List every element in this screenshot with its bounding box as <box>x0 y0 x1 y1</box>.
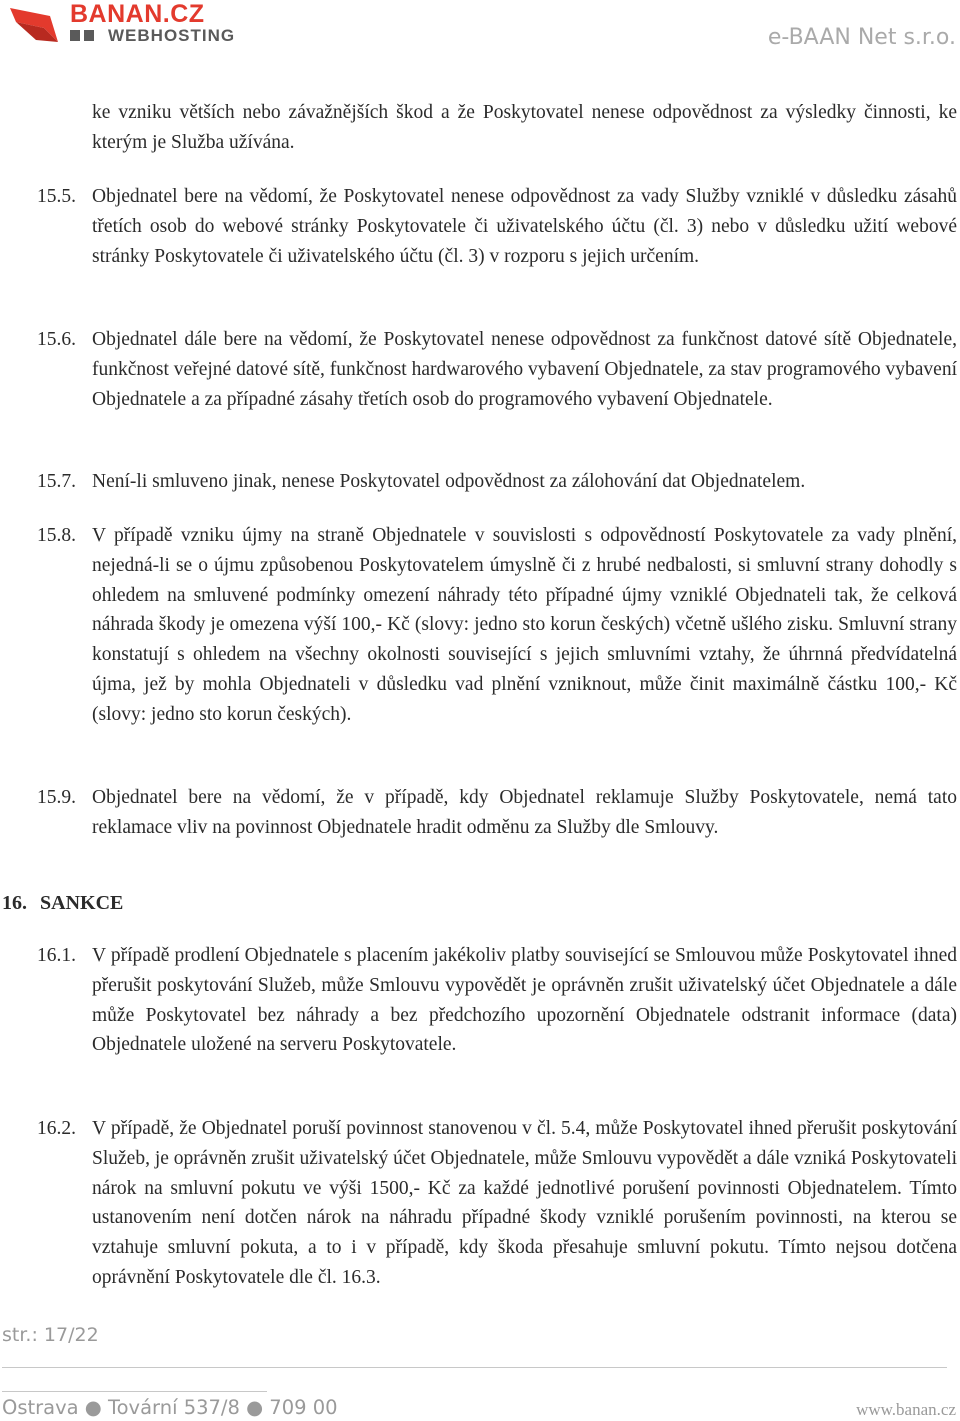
section-heading-number: 16. <box>2 892 27 914</box>
clause-number: 15.9. <box>37 787 76 808</box>
clause-text: V případě vzniku újmy na straně Objednatele v souvislosti s odpovědností Poskytovatele za vady plnění, nejedná-li se o újmu způsobenou Poskytovatelem úmyslně či z hrubé nedbalosti, si smluvní strany dohodly s ohledem na smluvené podmínky omezení náhrady této případné újmy vzniklé Objednateli tak, že celková náhrada škody je omezena výší 100,- Kč (slovy: jedno sto korun českých) včetně ušlého zisku. Smluvní strany konstatují s ohledem na všechny okolnosti související s jejich smluvními vztahy, že úhrnná předvídatelná újma, jež by mohla Objednateli v důsledku vad plnění vzniknout, může činit maximálně částku 100,- Kč (slovy: jedno sto korun českých). <box>92 525 957 725</box>
footer-divider <box>2 1367 947 1368</box>
clause-number: 15.8. <box>37 525 76 546</box>
footer-website: www.banan.cz <box>856 1400 956 1419</box>
footer-address: Ostrava ● Tovární 537/8 ● 709 00 <box>2 1396 338 1419</box>
clause-number: 15.5. <box>37 186 76 207</box>
logo-brand: BANAN.CZ <box>70 0 205 28</box>
paragraph-continuation: ke vzniku větších nebo závažnějších škod a že Poskytovatel nenese odpovědnost za výsledky činnosti, ke kterým je Služba užívána. <box>92 102 957 153</box>
section-heading <box>2 888 123 918</box>
clause-text: V případě prodlení Objednatele s placením jakékoliv platby související se Smlouvou může Poskytovatel ihned přerušit poskytování Služeb, může Smlouvu vypovědět je oprávněn zrušit uživatelský účet Objednatele a dále může Poskytovatel bez náhrady a bez předchozího upozornění Objednatele odstranit informace (data) Objednatele uložené na serveru Poskytovatele. <box>92 945 957 1056</box>
logo-bars-icon <box>70 30 98 42</box>
section-heading-title: SANKCE <box>40 892 124 914</box>
clause-text: Objednatel dále bere na vědomí, že Poskytovatel nenese odpovědnost za funkčnost datové sítě Objednatele, funkčnost veřejné datové sítě, funkčnost hardwarového vybavení Objednatele, za stav programového vybavení Objednatele a za případné zásahy třetích osob do programového vybavení Objednatele. <box>92 329 957 410</box>
clause-text: Objednatel bere na vědomí, že v případě, kdy Objednatel reklamuje Služby Poskytovatele, nemá tato reklamace vliv na povinnost Objednatele hradit odměnu za Služby dle Smlouvy. <box>92 787 957 838</box>
clause-text: V případě, že Objednatel poruší povinnost stanovenou v čl. 5.4, může Poskytovatel ihned přerušit poskytování Služeb, je oprávněn zrušit uživatelský účet Objednatele, může Smlouvu vypovědět a dále vzniká Poskytovateli nárok na smluvní pokutu ve výši 1500,- Kč za každé jednotlivé porušení povinnosti Objednatelem. Tímto ustanovením není dotčen nárok na náhradu případné škody vzniklé porušením povinnosti, na kterou se vztahuje smluvní pokuta, a to i v případě, kdy škoda přesahuje smluvní pokutu. Tímto nejsou dotčena oprávnění Poskytovatele dle čl. 16.3. <box>92 1118 957 1288</box>
company-name: e-BAAN Net s.r.o. <box>767 25 956 50</box>
clause-text: Není-li smluveno jinak, nenese Poskytovatel odpovědnost za zálohování dat Objednatelem. <box>92 471 806 492</box>
clause-number: 15.7. <box>37 471 76 492</box>
footer-short-divider <box>2 1391 267 1392</box>
clause-number: 15.6. <box>37 329 76 350</box>
banana-icon <box>6 2 66 46</box>
clause-number: 16.2. <box>37 1118 76 1139</box>
page-header <box>0 0 960 70</box>
clause-number: 16.1. <box>37 945 76 966</box>
logo-sub-text: WEBHOSTING <box>108 26 236 45</box>
clause-text: Objednatel bere na vědomí, že Poskytovatel nenese odpovědnost za vady Služby vzniklé v důsledku zásahů třetích osob do webové stránky Poskytovatele či uživatelského účtu (čl. 3) nebo v důsledku užití webové stránky Poskytovatele či uživatelského účtu (čl. 3) v rozporu s jejich určením. <box>92 186 957 267</box>
page-number: str.: 17/22 <box>2 1324 99 1346</box>
banan-logo <box>6 2 246 46</box>
